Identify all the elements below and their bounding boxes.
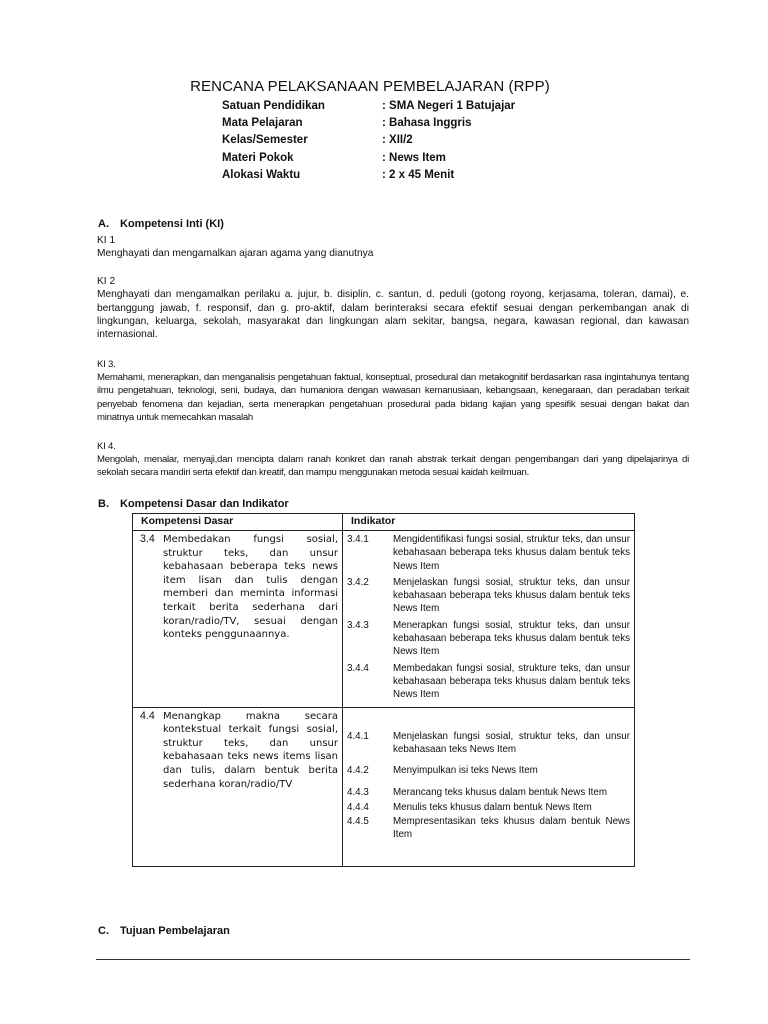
indicator-number: 3.4.3	[347, 619, 369, 631]
section-title: Kompetensi Inti (KI)	[120, 218, 224, 230]
meta-label: Satuan Pendidikan	[222, 100, 325, 112]
meta-value: : Bahasa Inggris	[382, 117, 472, 130]
ki-3	[97, 358, 689, 424]
indicator-number: 4.4.5	[347, 816, 369, 828]
meta-row-class	[222, 132, 515, 149]
table-row	[133, 531, 635, 708]
indicator-cell	[343, 707, 635, 866]
indicator-number: 4.4.2	[347, 765, 369, 777]
meta-value: : 2 x 45 Menit	[382, 168, 455, 181]
competency-table	[132, 513, 635, 867]
ki-2	[97, 275, 689, 341]
indicator-text: Merancang teks khusus dalam bentuk News Item	[393, 787, 608, 799]
ki-label: KI 1	[97, 235, 116, 246]
ki-text: Memahami, menerapkan, dan menganalisis pengetahuan faktual, konseptual, prosedural dan metakognitif berdasarkan rasa ingintahunya tentang ilmu pengetahuan, teknologi, seni, budaya, dan humaniora dengan wawasan kemanusiaan, kebangsaan, kenegaraan, dan peradaban terkait penyebab fenomena dan kejadian, serta menerapkan pengetahuan prosedural pada bidang kajian yang spesifik sesuai dengan bakat dan minatnya untuk memecahkan masalah	[97, 372, 689, 423]
indicator-item	[347, 764, 630, 777]
ki-1	[97, 234, 689, 261]
ki-text: Menghayati dan mengamalkan perilaku a. jujur, b. disiplin, c. santun, d. peduli (gotong royong, kerjasama, toleran, damai), e. bertanggung jawab, f. responsif, dan g. pro-aktif, dalam berinteraksi secara efektif sesuai dengan perkembangan anak di lingkungan, keluarga, sekolah, masyarakat dan lingkungan alam sekitar, bangsa, negara, kawasan regional, dan kawasan internasional.	[97, 289, 689, 341]
meta-label: Materi Pokok	[222, 151, 294, 164]
kd-text: Menangkap makna secara kontekstual terkait fungsi sosial, struktur teks, dan unsur kebahasaan teks news items lisan dan tulis, dalam bentuk berita sederhana koran/radio/TV	[163, 710, 338, 790]
indicator-text: Menulis teks khusus dalam bentuk News Item	[393, 801, 592, 813]
column-header-indicator: Indikator	[343, 514, 635, 531]
section-c-heading	[98, 925, 230, 937]
kd-number: 4.4	[140, 709, 155, 722]
table-row	[133, 707, 635, 866]
indicator-text: Membedakan fungsi sosial, strukture teks, dan unsur kebahasaan beberapa teks khusus dalam bentuk teks News Item	[393, 662, 630, 701]
meta-value: : XII/2	[382, 134, 413, 147]
section-title: Tujuan Pembelajaran	[120, 925, 230, 937]
meta-label: Mata Pelajaran	[222, 117, 303, 130]
meta-row-school	[222, 98, 515, 115]
identity-block	[222, 98, 515, 184]
indicator-item	[347, 576, 630, 616]
meta-value: : News Item	[382, 151, 446, 164]
indicator-item	[347, 730, 630, 757]
indicator-item	[347, 533, 630, 573]
meta-row-subject	[222, 115, 515, 132]
kd-cell	[133, 707, 343, 866]
indicator-cell	[343, 531, 635, 708]
indicator-number: 3.4.2	[347, 576, 369, 588]
kd-text: Membedakan fungsi sosial, struktur teks, dan unsur kebahasaan beberapa teks news item lisan dan tulis dengan memberi dan meminta informasi terkait berita sederhana dari koran/radio/TV, sesuai dengan konteks penggunaannya.	[163, 534, 338, 641]
kd-number: 3.4	[140, 533, 155, 545]
document-title: RENCANA PELAKSANAAN PEMBELAJARAN (RPP)	[190, 78, 550, 95]
indicator-item	[347, 662, 630, 702]
table-header-row	[133, 514, 635, 531]
indicator-number: 3.4.4	[347, 662, 369, 674]
ki-label: KI 2	[97, 276, 116, 287]
indicator-text: Mempresentasikan teks khusus dalam bentuk News Item	[393, 816, 630, 841]
column-header-kd: Kompetensi Dasar	[133, 514, 343, 531]
indicator-number: 4.4.1	[347, 730, 369, 742]
section-number: A.	[98, 218, 109, 230]
page-bottom-rule	[96, 959, 690, 960]
meta-row-topic	[222, 150, 515, 167]
ki-label: KI 3.	[97, 359, 116, 370]
indicator-item	[347, 619, 630, 659]
ki-label: KI 4.	[97, 441, 116, 452]
indicator-text: Menjelaskan fungsi sosial, struktur teks, dan unsur kebahasaan beberapa teks khusus dalam bentuk teks News Item	[393, 576, 630, 615]
section-b-heading	[98, 498, 289, 510]
indicator-text: Menerapkan fungsi sosial, struktur teks, dan unsur kebahasaan beberapa teks khusus dalam bentuk teks News Item	[393, 619, 630, 658]
indicator-number: 4.4.4	[347, 801, 369, 813]
meta-value: : SMA Negeri 1 Batujajar	[382, 100, 516, 112]
indicator-item	[347, 786, 630, 799]
section-title: Kompetensi Dasar dan Indikator	[120, 498, 289, 510]
meta-row-time	[222, 167, 515, 184]
indicator-number: 4.4.3	[347, 787, 369, 799]
ki-4	[97, 440, 689, 480]
ki-text: Menghayati dan mengamalkan ajaran agama yang dianutnya	[97, 248, 374, 260]
indicator-number: 3.4.1	[347, 534, 369, 545]
ki-text: Mengolah, menalar, menyaji,dan mencipta dalam ranah konkret dan ranah abstrak terkait dengan pengembangan dari yang dipelajarinya di sekolah secara mandiri serta efektif dan kreatif, dan mampu menggunakan metoda sesuai kaidah keilmuan.	[97, 454, 689, 479]
section-a-heading	[98, 218, 224, 230]
indicator-text: Menjelaskan fungsi sosial, struktur teks, dan unsur kebahasaan teks News Item	[393, 730, 630, 755]
kd-cell	[133, 531, 343, 708]
section-number: C.	[98, 925, 109, 937]
indicator-text: Menyimpulkan isi teks News Item	[393, 765, 538, 777]
indicator-item	[347, 801, 630, 814]
indicator-text: Mengidentifikasi fungsi sosial, struktur teks, dan unsur kebahasaan beberapa teks khusus dalam bentuk teks News Item	[393, 534, 630, 572]
meta-label: Kelas/Semester	[222, 134, 308, 147]
meta-label: Alokasi Waktu	[222, 168, 301, 181]
section-number: B.	[98, 498, 109, 510]
indicator-item	[347, 815, 630, 842]
